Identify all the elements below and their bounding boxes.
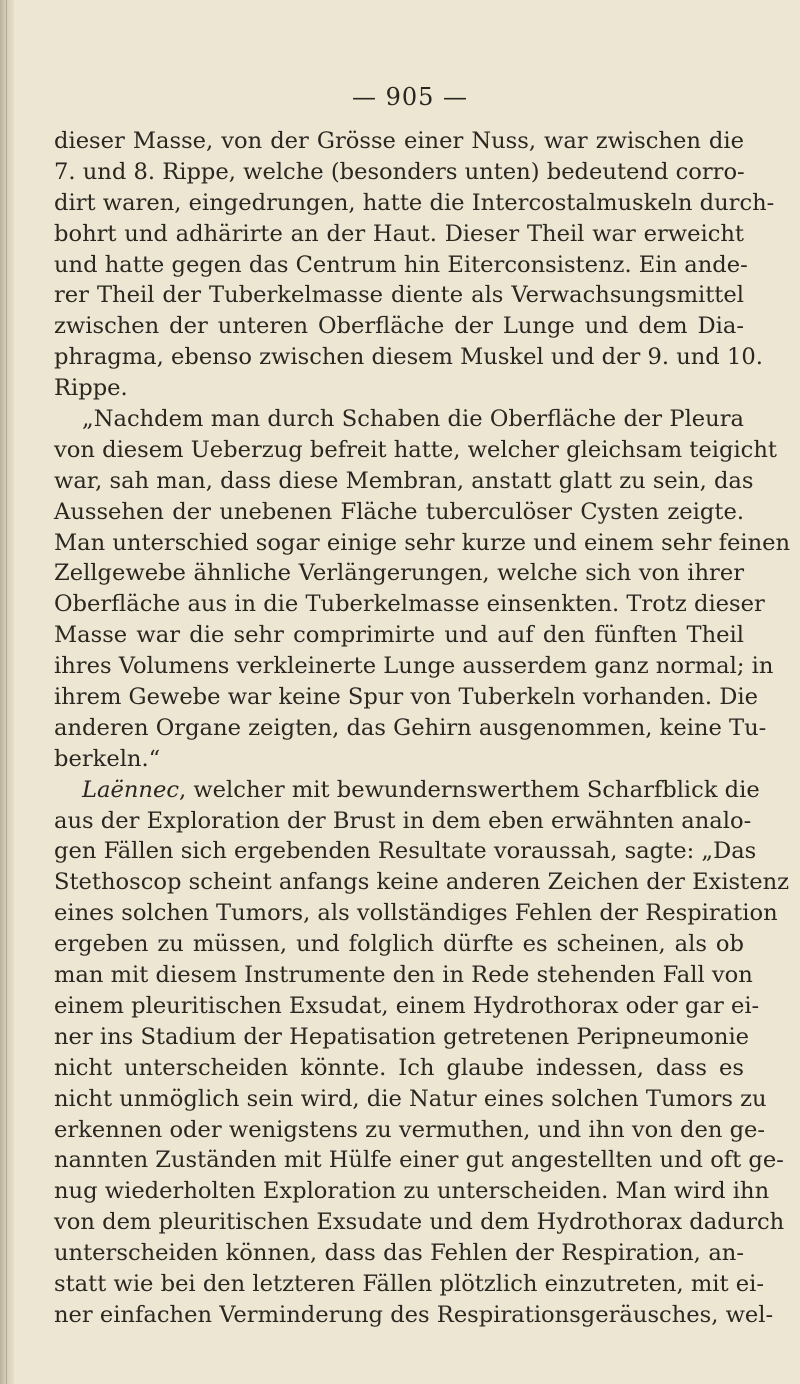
author-name: Laënnec	[82, 776, 179, 803]
text-line: 7. und 8. Rippe, welche (besonders unten) bedeutend corro-	[54, 158, 745, 185]
text-line: anderen Organe zeigten, das Gehirn ausgenommen, keine Tu-	[54, 714, 767, 741]
text-line: Stethoscop scheint anfangs keine anderen Zeichen der Existenz	[54, 869, 790, 896]
text-span: , welcher mit bewundernswerthem Scharfblick die	[178, 776, 760, 803]
text-line: dirt waren, eingedrungen, hatte die Intercostalmuskeln durch-	[54, 189, 775, 216]
binding-edge	[6, 0, 7, 1384]
text-line: von dem pleuritischen Exsudate und dem Hydrothorax dadurch	[54, 1209, 785, 1236]
text-line: ergeben zu müssen, und folglich dürfte es scheinen, als ob	[54, 931, 744, 958]
text-line: ihrem Gewebe war keine Spur von Tuberkeln vorhanden. Die	[54, 684, 758, 711]
text-line: statt wie bei den letzteren Fällen plötzlich einzutreten, mit ei-	[54, 1270, 764, 1297]
body-text	[54, 126, 791, 1331]
text-line: einem pleuritischen Exsudat, einem Hydrothorax oder gar ei-	[54, 992, 760, 1019]
text-line: war, sah man, dass diese Membran, anstatt glatt zu sein, das	[54, 467, 754, 494]
text-line: nannten Zuständen mit Hülfe einer gut angestellten und oft ge-	[54, 1147, 784, 1174]
text-line: Zellgewebe ähnliche Verlängerungen, welche sich von ihrer	[54, 560, 744, 587]
text-line: eines solchen Tumors, als vollständiges Fehlen der Respiration	[54, 900, 778, 927]
text-line: erkennen oder wenigstens zu vermuthen, und ihn von den ge-	[54, 1116, 766, 1143]
text-line: gen Fällen sich ergebenden Resultate voraussah, sagte: „Das	[54, 838, 757, 865]
text-line: rer Theil der Tuberkelmasse diente als Verwachsungsmittel	[54, 282, 744, 309]
text-line	[54, 775, 760, 806]
text-line: nicht unmöglich sein wird, die Natur eines solchen Tumors zu	[54, 1085, 767, 1112]
text-line: Masse war die sehr comprimirte und auf den fünften Theil	[54, 622, 744, 649]
text-line: ner ins Stadium der Hepatisation getretenen Peripneumonie	[54, 1023, 750, 1050]
text-line: ihres Volumens verkleinerte Lunge ausserdem ganz normal; in	[54, 653, 774, 680]
text-line: von diesem Ueberzug befreit hatte, welcher gleichsam teigicht	[54, 436, 777, 463]
text-line: man mit diesem Instrumente den in Rede stehenden Fall von	[54, 962, 753, 989]
text-line: bohrt und adhärirte an der Haut. Dieser Theil war erweicht	[54, 220, 744, 247]
text-line: Rippe.	[54, 375, 128, 402]
text-line: Aussehen der unebenen Fläche tuberculöser Cysten zeigte.	[54, 498, 744, 525]
page-number: — 905 —	[351, 83, 469, 111]
text-line: berkeln.“	[54, 745, 161, 772]
text-line: dieser Masse, von der Grösse einer Nuss, war zwischen die	[54, 128, 744, 154]
text-line: nicht unterscheiden könnte. Ich glaube indessen, dass es	[54, 1054, 744, 1081]
text-line: aus der Exploration der Brust in dem eben erwähnten analo-	[54, 807, 752, 834]
page-gutter-shadow	[0, 0, 14, 1384]
text-line: phragma, ebenso zwischen diesem Muskel und der 9. und 10.	[54, 344, 763, 371]
text-line: nug wiederholten Exploration zu unterscheiden. Man wird ihn	[54, 1178, 770, 1205]
text-line: unterscheiden können, dass das Fehlen der Respiration, an-	[54, 1240, 744, 1267]
text-line: ner einfachen Verminderung des Respirationsgeräusches, wel-	[54, 1301, 774, 1328]
text-line: zwischen der unteren Oberfläche der Lunge und dem Dia-	[54, 313, 744, 340]
text-line: „Nachdem man durch Schaben die Oberfläche der Pleura	[82, 406, 744, 433]
text-line: Man unterschied sogar einige sehr kurze und einem sehr feinen	[54, 529, 791, 556]
text-line: Oberfläche aus in die Tuberkelmasse einsenkten. Trotz dieser	[54, 591, 765, 618]
text-line: und hatte gegen das Centrum hin Eiterconsistenz. Ein ande-	[54, 251, 748, 278]
